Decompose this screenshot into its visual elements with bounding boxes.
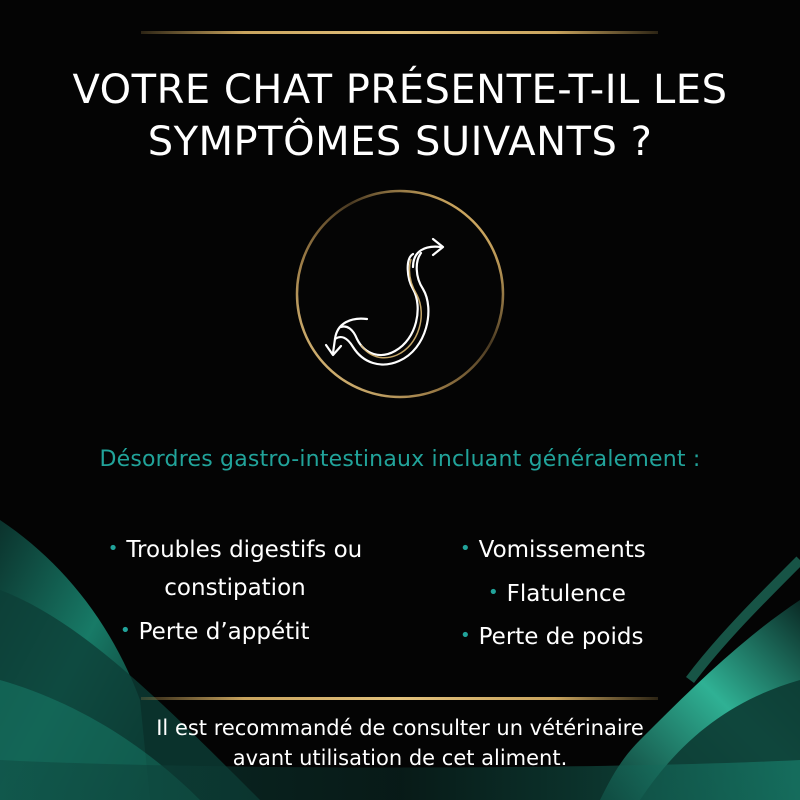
bullet-dot: • — [120, 620, 131, 641]
bullet-dot: • — [488, 582, 499, 603]
vet-recommendation-note — [40, 713, 760, 773]
symptom-label: Vomissements — [478, 537, 646, 563]
bullet-dot: • — [107, 538, 119, 559]
headline-line-1: VOTRE CHAT PRÉSENTE-T-IL LES — [72, 67, 728, 113]
note-line-2: avant utilisation de cet aliment. — [232, 746, 568, 770]
symptom-item — [460, 619, 643, 657]
note-line-1: Il est recommandé de consulter un vétérinaire — [156, 716, 644, 740]
bottom-gold-divider — [141, 697, 658, 700]
symptom-label: Troubles digestifs ou — [126, 537, 363, 563]
headline-line-2: SYMPTÔMES SUIVANTS ? — [147, 119, 653, 165]
symptom-label-continued: constipation — [164, 575, 306, 601]
top-gold-divider — [141, 31, 658, 34]
symptom-category-title: Désordres gastro-intestinaux incluant généralement : — [99, 447, 701, 472]
stomach-icon — [295, 189, 505, 399]
symptom-item — [120, 614, 310, 652]
symptom-label: Perte de poids — [478, 624, 644, 650]
headline — [40, 64, 760, 168]
symptom-item — [90, 532, 380, 606]
symptom-label: Flatulence — [506, 581, 626, 607]
symptom-item — [488, 576, 626, 614]
bullet-dot: • — [460, 625, 471, 646]
symptom-label: Perte d’appétit — [138, 619, 310, 645]
bullet-dot: • — [460, 538, 471, 559]
symptom-item — [460, 532, 646, 570]
